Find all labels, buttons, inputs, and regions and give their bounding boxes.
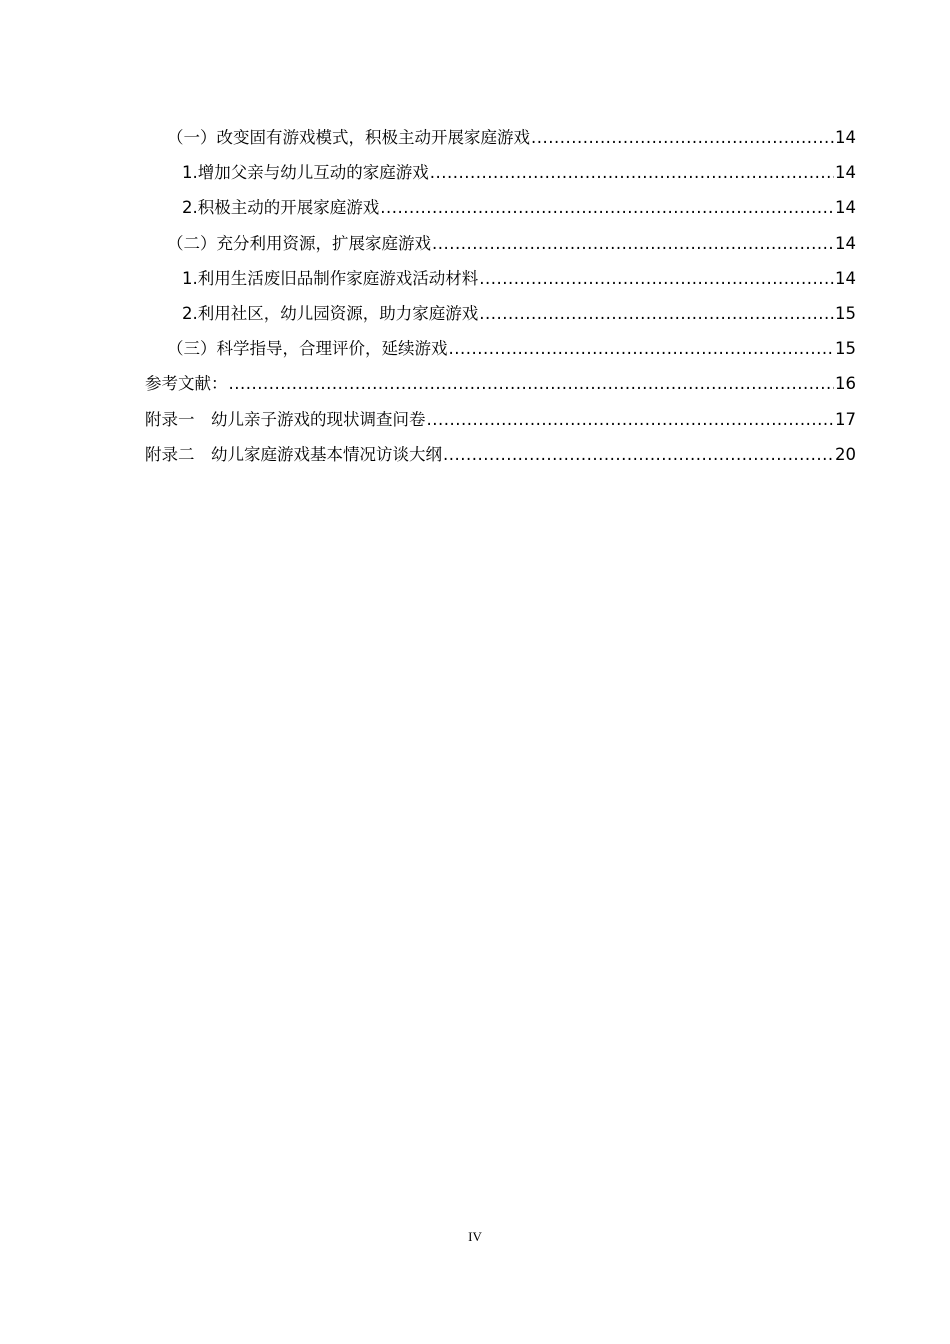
page-number: IV <box>468 1229 482 1244</box>
toc-entry-title: 附录一 幼儿亲子游戏的现状调查问卷 <box>145 409 426 429</box>
toc-entry[interactable] <box>145 402 856 437</box>
toc-entry-title: 附录二 幼儿家庭游戏基本情况访谈大纲 <box>145 444 442 464</box>
toc-entry-title: 1.增加父亲与幼儿互动的家庭游戏 <box>182 163 429 183</box>
toc-dot-leader <box>427 402 835 437</box>
toc-entry-page: 17 <box>835 409 856 429</box>
toc-entry-page: 14 <box>835 233 856 253</box>
toc-dot-leader <box>443 437 834 472</box>
toc-entry[interactable] <box>145 190 856 225</box>
toc-entry-page: 15 <box>835 303 856 323</box>
toc-entry-title: （一）改变固有游戏模式，积极主动开展家庭游戏 <box>167 128 530 147</box>
toc-entry[interactable] <box>145 261 856 296</box>
toc-dot-leader <box>479 261 834 296</box>
toc-entry[interactable] <box>145 226 856 261</box>
toc-entry-title: 2.积极主动的开展家庭游戏 <box>182 198 380 218</box>
toc-entry[interactable] <box>145 331 856 366</box>
toc-entry[interactable] <box>145 296 856 331</box>
toc-entry-page: 16 <box>835 374 856 394</box>
toc-entry-page: 20 <box>835 444 856 464</box>
toc-entry-title: （三）科学指导，合理评价，延续游戏 <box>167 339 448 359</box>
toc-entry[interactable] <box>145 120 856 155</box>
toc-entry-title: 2.利用社区，幼儿园资源，助力家庭游戏 <box>182 303 479 323</box>
toc-dot-leader <box>430 155 834 190</box>
toc-entry-page: 14 <box>835 198 856 218</box>
toc-dot-leader <box>479 296 834 331</box>
toc-entry-title: （二）充分利用资源，扩展家庭游戏 <box>167 233 431 253</box>
toc-entry-page: 15 <box>835 339 856 359</box>
toc-dot-leader <box>229 366 835 401</box>
toc-dot-leader <box>432 226 834 261</box>
toc-dot-leader <box>531 120 834 155</box>
toc-entry[interactable] <box>145 366 856 401</box>
table-of-contents <box>145 120 856 472</box>
toc-entry[interactable] <box>145 155 856 190</box>
toc-entry-title: 参考文献： <box>145 374 228 394</box>
toc-entry-page: 14 <box>835 163 856 183</box>
toc-entry[interactable] <box>145 437 856 472</box>
toc-entry-page: 14 <box>835 268 856 288</box>
toc-dot-leader <box>380 190 834 225</box>
toc-dot-leader <box>449 331 835 366</box>
toc-entry-title: 1.利用生活废旧品制作家庭游戏活动材料 <box>182 268 479 288</box>
toc-entry-page: 14 <box>835 128 856 147</box>
